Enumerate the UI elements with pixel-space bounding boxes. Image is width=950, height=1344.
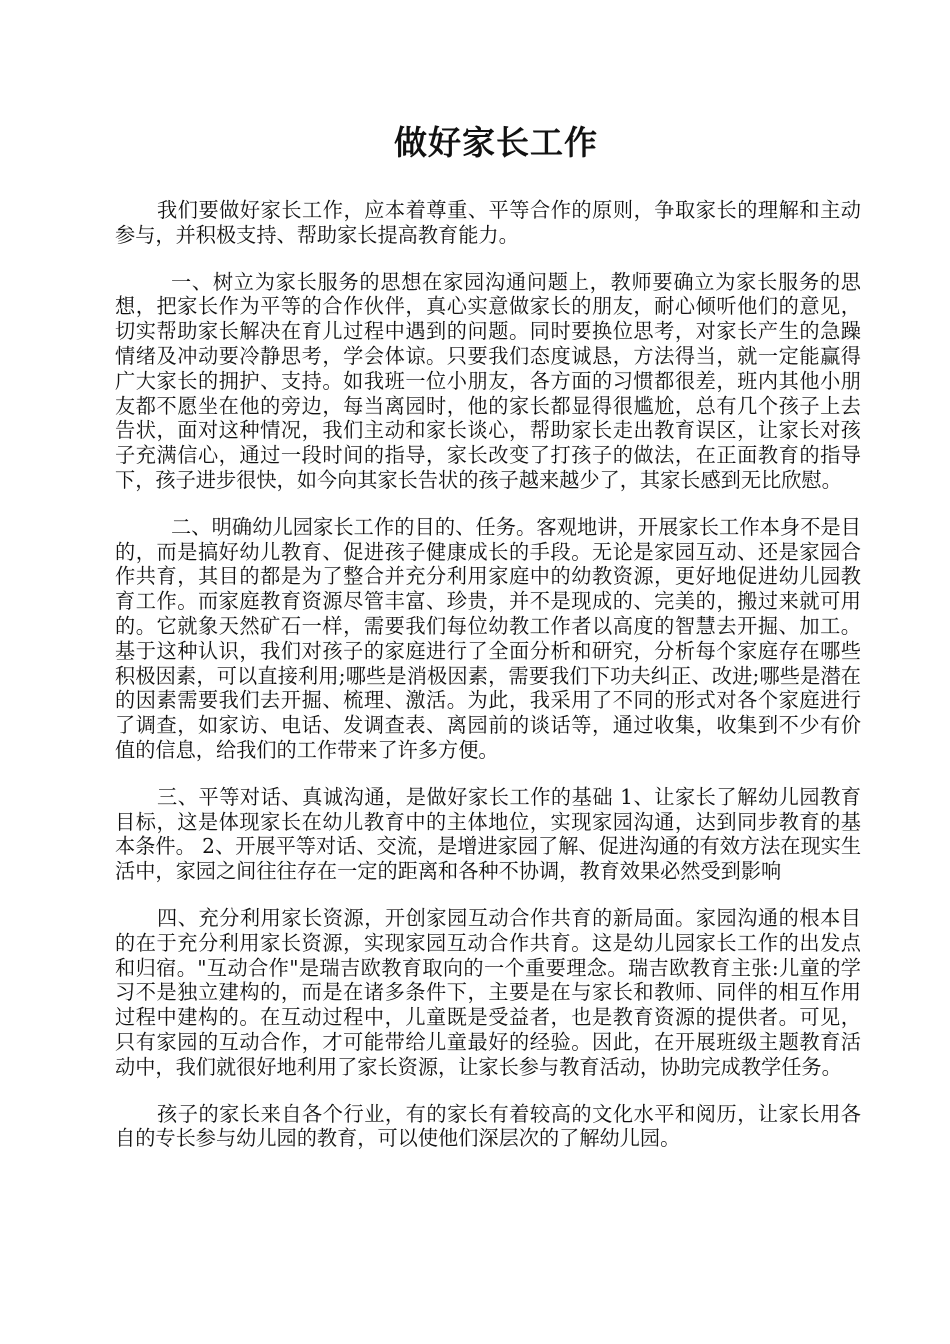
document-title: 做好家长工作 <box>394 123 598 162</box>
paragraph-section-3: 三、平等对话、真诚沟通，是做好家长工作的基础 1、让家长了解幼儿园教育目标，这是体现家长在幼儿教育中的主体地位，实现家园沟通，达到同步教育的基本条件。 2、开展平等对话、交流，是增进家园了解、促进沟通的有效方法在现实生活中，家园之间往往存在一定的距离和各种不协调，教育效果必然受到影响 <box>115 784 862 884</box>
document-page <box>115 118 861 1173</box>
paragraph-section-2: 二、明确幼儿园家长工作的目的、任务。客观地讲，开展家长工作本身不是目的，而是搞好幼儿教育、促进孩子健康成长的手段。无论是家园互动、还是家园合作共育，其目的都是为了整合并充分利用家庭中的幼教资源，更好地促进幼儿园教育工作。而家庭教育资源尽管丰富、珍贵，并不是现成的、完美的，搬过来就可用的。它就象天然矿石一样，需要我们每位幼教工作者以高度的智慧去开掘、加工。基于这种认识，我们对孩子的家庭进行了全面分析和研究，分析每个家庭存在哪些积极因素，可以直接利用;哪些是消极因素，需要我们下功夫纠正、改进;哪些是潜在的因素需要我们去开掘、梳理、激活。为此，我采用了不同的形式对各个家庭进行了调查，如家访、电话、发调查表、离园前的谈话等，通过收集，收集到不少有价值的信息，给我们的工作带来了许多方便。 <box>115 514 861 762</box>
paragraph-intro: 我们要做好家长工作，应本着尊重、平等合作的原则，争取家长的理解和主动参与，并积极支持、帮助家长提高教育能力。 <box>115 198 861 247</box>
paragraph-section-1: 一、树立为家长服务的思想在家园沟通问题上，教师要确立为家长服务的思想，把家长作为平等的合作伙伴，真心实意做家长的朋友，耐心倾听他们的意见，切实帮助家长解决在育儿过程中遇到的问题。同时要换位思考，对家长产生的急躁情绪及冲动要冷静思考，学会体谅。只要我们态度诚恳，方法得当，就一定能赢得广大家长的拥护、支持。如我班一位小朋友，各方面的习惯都很差，班内其他小朋友都不愿坐在他的旁边，每当离园时，他的家长都显得很尴尬，总有几个孩子上去告状，面对这种情况，我们主动和家长谈心，帮助家长走出教育误区，让家长对孩子充满信心，通过一段时间的指导，家长改变了打孩子的做法，在正面教育的指导下，孩子进步很快，如今向其家长告状的孩子越来越少了，其家长感到无比欣慰。 <box>115 269 861 492</box>
paragraph-section-4: 四、充分利用家长资源，开创家园互动合作共育的新局面。家园沟通的根本目的在于充分利用家长资源，实现家园互动合作共育。这是幼儿园家长工作的出发点和归宿。"互动合作"是瑞吉欧教育取向的一个重要理念。瑞吉欧教育主张:儿童的学习不是独立建构的，而是在诸多条件下，主要是在与家长和教师、同伴的相互作用过程中建构的。在互动过程中，儿童既是受益者，也是教育资源的提供者。可见，只有家园的互动合作，才可能带给儿童最好的经验。因此，在开展班级主题教育活动中，我们就很好地利用了家长资源，让家长参与教育活动，协助完成教学任务。 <box>115 905 861 1079</box>
paragraph-closing: 孩子的家长来自各个行业，有的家长有着较高的文化水平和阅历，让家长用各自的专长参与幼儿园的教育，可以使他们深层次的了解幼儿园。 <box>115 1101 861 1151</box>
